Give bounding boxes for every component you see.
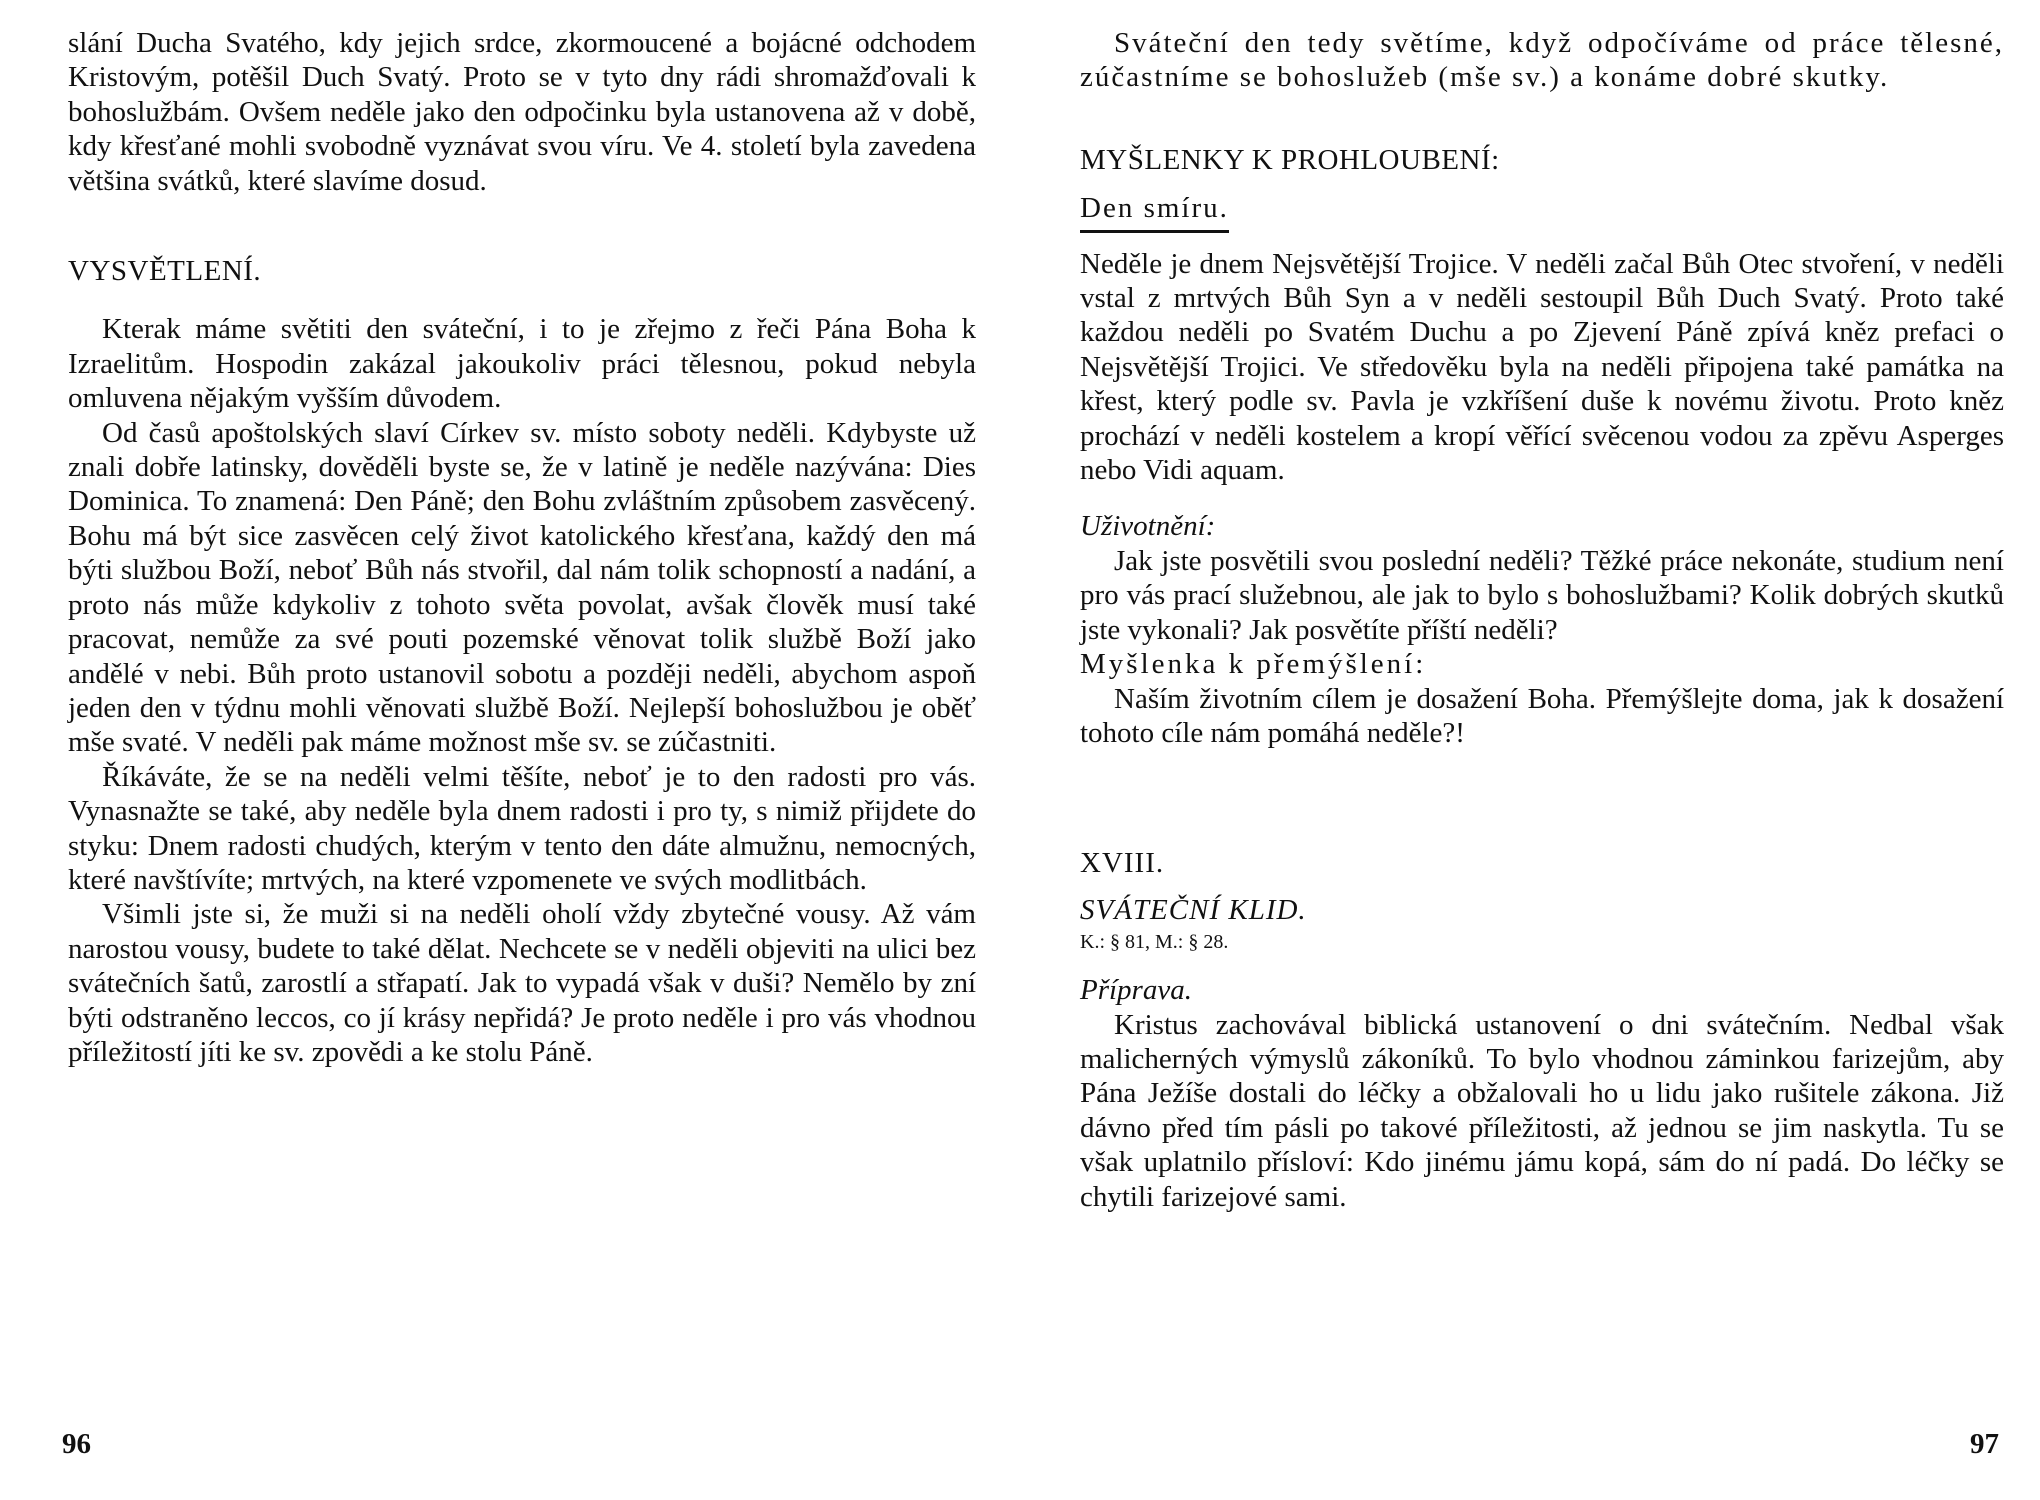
paragraph: Jak jste posvětili svou poslední neděli? Těžké práce nekonáte, studium není pro vás prací služebnou, ale jak to bylo s bohoslužbami? Kolik dobrých skutků jste vykonali? Jak posvětíte příští neděli? xyxy=(1080,544,2004,646)
label-priprava: Příprava. xyxy=(1080,974,1192,1007)
left-text-column xyxy=(68,26,976,1069)
paragraph: Kterak máme světiti den sváteční, i to je zřejmo z řeči Pána Boha k Izraelitům. Hospodin zakázal jakoukoliv práci tělesnou, pokud nebyla omluvena nějakým vyšším důvodem. xyxy=(68,313,976,415)
section-number: XVIII. xyxy=(1080,847,1165,880)
paragraph: Naším životním cílem je dosažení Boha. Přemýšlejte doma, jak k dosažení tohoto cíle nám pomáhá neděle?! xyxy=(1080,682,2004,749)
label-myslenka: Myšlenka k přemýšlení: xyxy=(1080,648,1427,681)
paragraph: Všimli jste si, že muži si na neděli oholí vždy zbytečné vousy. Až vám narostou vousy, budete to také dělat. Nechcete se v neděli objeviti na ulici bez svátečních šatů, zarostlí a střapatí. Jak to vypadá však v duši? Nemělo by zní býti odstraněno leccos, co jí krásy nepřidá? Je proto neděle i pro vás vhodnou příležitostí jíti ke sv. zpovědi a ke stolu Páně. xyxy=(68,898,976,1068)
page-number: 96 xyxy=(62,1428,91,1460)
section-references: K.: § 81, M.: § 28. xyxy=(1080,931,1229,954)
heading-myslenky: MYŠLENKY K PROHLOUBENÍ: xyxy=(1080,143,1500,176)
subheading-den-smiru: Den smíru. xyxy=(1080,191,1229,232)
label-uzivotneni: Uživotnění: xyxy=(1080,510,1216,543)
paragraph: Kristus zachovával biblická ustanovení o dni svátečním. Nedbal však malicherných výmyslů zákoníků. To bylo vhodnou záminkou farizejům, aby Pána Ježíše dostali do léčky a obžalovali ho u lidu jako rušitele zákona. Již dávno před tím pásli po takové příležitosti, až jednou se jim naskytla. Tu se však uplatnilo přísloví: Kdo jinému jámu kopá, sám do ní padá. Do léčky se chytili farizejové sami. xyxy=(1080,1008,2004,1213)
right-page xyxy=(1020,0,2040,1500)
continued-paragraph: slání Ducha Svatého, kdy jejich srdce, zkormoucené a bojácné odchodem Kristovým, potěšil Duch Svatý. Proto se v tyto dny rádi shromažďovali k bohoslužbám. Ovšem neděle jako den odpočinku byla ustanovena až v době, kdy křesťané mohli svobodně vyznávat svou víru. Ve 4. století byla zavedena většina svátků, které slavíme dosud. xyxy=(68,27,976,197)
paragraph: Od časů apoštolských slaví Církev sv. místo soboty neděli. Kdybyste už znali dobře latinsky, dověděli byste se, že v latině je neděle nazývána: Dies Dominica. To znamená: Den Páně; den Bohu zvláštním způsobem zasvěcený. Bohu má být sice zasvěcen celý život katolického křesťana, každý den má býti službou Boží, neboť Bůh nás stvořil, dal nám tolik schopností a nadání, a proto nás může kdykoliv z tohoto světa povolat, avšak člověk musí také pracovat, nemůže za své pouti pozemské věnovat tolik službě Boží jako andělé v nebi. Bůh proto ustanovil sobotu a později neděli, abychom aspoň jeden den v týdnu mohli věnovati službě Boží. Nejlepší bohoslužbou je oběť mše svaté. V neděli pak máme možnost mše sv. se zúčastniti. xyxy=(68,416,976,759)
right-text-column xyxy=(1080,26,2004,1214)
heading-vysvetleni: VYSVĚTLENÍ. xyxy=(68,255,262,288)
paragraph: Sváteční den tedy světíme, když odpočíváme od práce tělesné, zúčastníme se bohoslužeb (mše sv.) a konáme dobré skutky. xyxy=(1080,27,2004,94)
page-number: 97 xyxy=(1970,1428,1999,1460)
section-title: SVÁTEČNÍ KLID. xyxy=(1080,893,1307,926)
paragraph: Neděle je dnem Nejsvětější Trojice. V neděli začal Bůh Otec stvoření, v neděli vstal z mrtvých Bůh Syn a v neděli sestoupil Bůh Duch Svatý. Proto také každou neděli po Svatém Duchu a po Zjevení Páně zpívá kněz prefaci o Nejsvětější Trojici. Ve středověku byla na neděli připojena také památka na křest, který podle sv. Pavla je vzkříšení duše k novému životu. Proto kněz prochází v neděli kostelem a kropí věřící svěcenou vodou za zpěvu Asperges nebo Vidi aquam. xyxy=(1080,247,2004,487)
paragraph: Říkáváte, že se na neděli velmi těšíte, neboť je to den radosti pro vás. Vynasnažte se také, aby neděle byla dnem radosti i pro ty, s nimiž přijdete do styku: Dnem radosti chudých, kterým v tento den dáte almužnu, nemocných, které navštívíte; mrtvých, na které vzpomenete ve svých modlitbách. xyxy=(68,760,976,896)
